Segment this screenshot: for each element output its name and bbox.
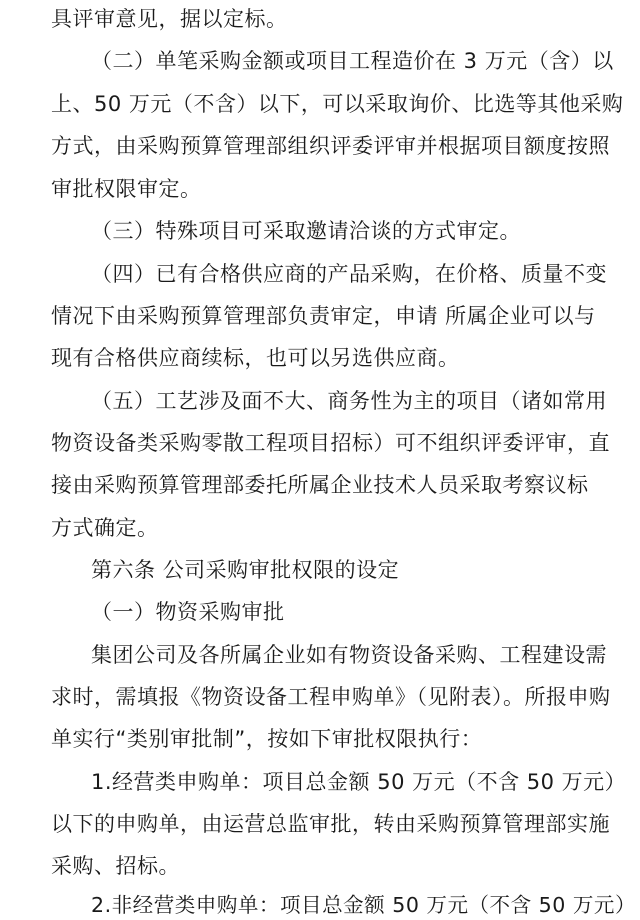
section-heading: 第六条 公司采购审批权限的设定 <box>91 558 400 582</box>
text-line: 单实行“类别审批制”，按如下审批权限执行： <box>51 727 483 751</box>
text-line: 采购、招标。 <box>51 854 180 878</box>
text-line: 集团公司及各所属企业如有物资设备采购、工程建设需 <box>91 643 607 667</box>
text-line: 求时，需填报《物资设备工程申购单》（见附表）。所报申购 <box>51 685 611 709</box>
text-line: 方式，由采购预算管理部组织评委评审并根据项目额度按照 <box>51 134 610 158</box>
text-line: 方式确定。 <box>51 516 159 540</box>
text-line: 2.非经营类申购单：项目总金额 50 万元（不含 50 万元） <box>91 893 637 917</box>
text-line: （五）工艺涉及面不大、商务性为主的项目（诸如常用 <box>91 389 607 413</box>
text-line: 接由采购预算管理部委托所属企业技术人员采取考察议标 <box>51 473 589 497</box>
text-line: （二）单笔采购金额或项目工程造价在 3 万元（含）以 <box>91 49 614 73</box>
subsection-heading: （一）物资采购审批 <box>91 600 285 624</box>
text-line: 审批权限审定。 <box>51 177 202 201</box>
text-line: 具评审意见，据以定标。 <box>51 7 288 31</box>
text-line: 1.经营类申购单：项目总金额 50 万元（不含 50 万元） <box>91 770 627 794</box>
text-line: （四）已有合格供应商的产品采购，在价格、质量不变 <box>91 262 607 286</box>
text-line: （三）特殊项目可采取邀请洽谈的方式审定。 <box>91 219 521 243</box>
text-line: 以下的申购单，由运营总监审批，转由采购预算管理部实施 <box>51 812 610 836</box>
text-line: 现有合格供应商续标，也可以另选供应商。 <box>51 346 460 370</box>
text-line: 上、50 万元（不含）以下，可以采取询价、比选等其他采购 <box>51 92 624 116</box>
text-line: 情况下由采购预算管理部负责审定，申请 所属企业可以与 <box>51 304 596 328</box>
text-line: 物资设备类采购零散工程项目招标）可不组织评委评审，直 <box>51 431 610 455</box>
